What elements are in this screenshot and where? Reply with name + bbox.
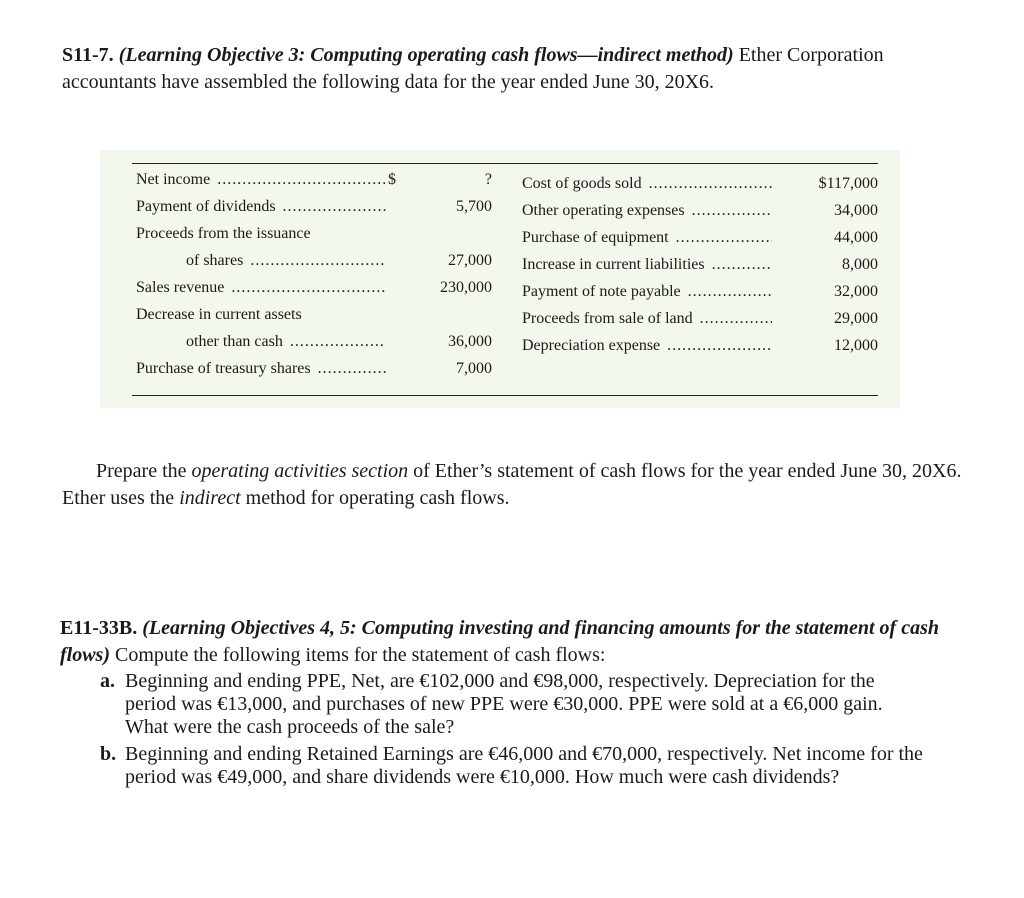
item-text: Beginning and ending Retained Earnings are €46,000 and €70,000, respectively. Net income for the period was €49,000, and share dividends were €10,000. How much were cash dividends? <box>125 743 923 788</box>
learning-objective: (Learning Objective 3: Computing operating cash flows—indirect method) <box>118 44 734 66</box>
right-value: $117,000 <box>818 175 878 192</box>
right-value: 29,000 <box>834 310 878 327</box>
left-label: Payment of dividends ..... <box>136 197 386 217</box>
left-value: $ ? <box>388 171 492 188</box>
currency-sign: $ <box>388 171 396 188</box>
left-value: 7,000 <box>456 360 492 377</box>
e11-33b-intro <box>60 615 960 669</box>
left-label: Decrease in current assets <box>136 306 302 323</box>
left-label: Net income ..... <box>136 170 386 190</box>
item-marker: a. <box>100 670 115 692</box>
right-label: Cost of goods sold ..... <box>522 174 772 194</box>
right-value: 32,000 <box>834 283 878 300</box>
table-bottom-rule <box>132 395 878 396</box>
right-value: 34,000 <box>834 202 878 219</box>
left-label: Sales revenue ..... <box>136 278 386 298</box>
left-value: 5,700 <box>456 198 492 215</box>
left-label: Proceeds from the issuance <box>136 225 311 242</box>
s11-7-intro <box>62 42 962 96</box>
table-top-rule <box>132 163 878 164</box>
item-text: Beginning and ending PPE, Net, are €102,000 and €98,000, respectively. Depreciation for the period was €13,000, and purchases of new PPE were €30,000. PPE were sold at a €6,000 gain. What were the cash proceeds of the sale? <box>125 670 883 738</box>
right-label: Payment of note payable ..... <box>522 282 772 302</box>
right-label: Purchase of equipment ..... <box>522 228 772 248</box>
left-value: 27,000 <box>448 252 492 269</box>
right-label: Other operating expenses ..... <box>522 201 772 221</box>
problem-number: E11-33B. <box>60 617 138 639</box>
problem-text: Ether Corporation accountants have assembled the following data for the year ended June 30, 20X6. <box>62 44 884 93</box>
right-value: 44,000 <box>834 229 878 246</box>
right-label: Increase in current liabilities ..... <box>522 255 772 275</box>
left-value: 36,000 <box>448 333 492 350</box>
left-label: of shares ..... <box>186 251 386 271</box>
right-label: Proceeds from sale of land ..... <box>522 309 772 329</box>
question-list <box>100 670 930 793</box>
list-item <box>100 670 930 739</box>
left-label: other than cash ..... <box>186 332 386 352</box>
left-value: 230,000 <box>440 279 492 296</box>
right-value: 8,000 <box>842 256 878 273</box>
left-label: Purchase of treasury shares ..... <box>136 359 386 379</box>
problem-number: S11-7. <box>62 44 114 66</box>
list-item <box>100 743 930 789</box>
right-value: 12,000 <box>834 337 878 354</box>
right-label: Depreciation expense ..... <box>522 336 772 356</box>
prepare-instruction: Prepare the operating activities section of Ether’s statement of cash flows for the year ended June 30, 20X6. Ether uses the indirect method for operating cash flows. <box>62 460 962 509</box>
learning-objective: (Learning Objectives 4, 5: Computing investing and financing amounts for the statement of cash flows) <box>60 617 939 666</box>
item-marker: b. <box>100 743 117 765</box>
problem-text: Compute the following items for the statement of cash flows: <box>110 644 606 666</box>
